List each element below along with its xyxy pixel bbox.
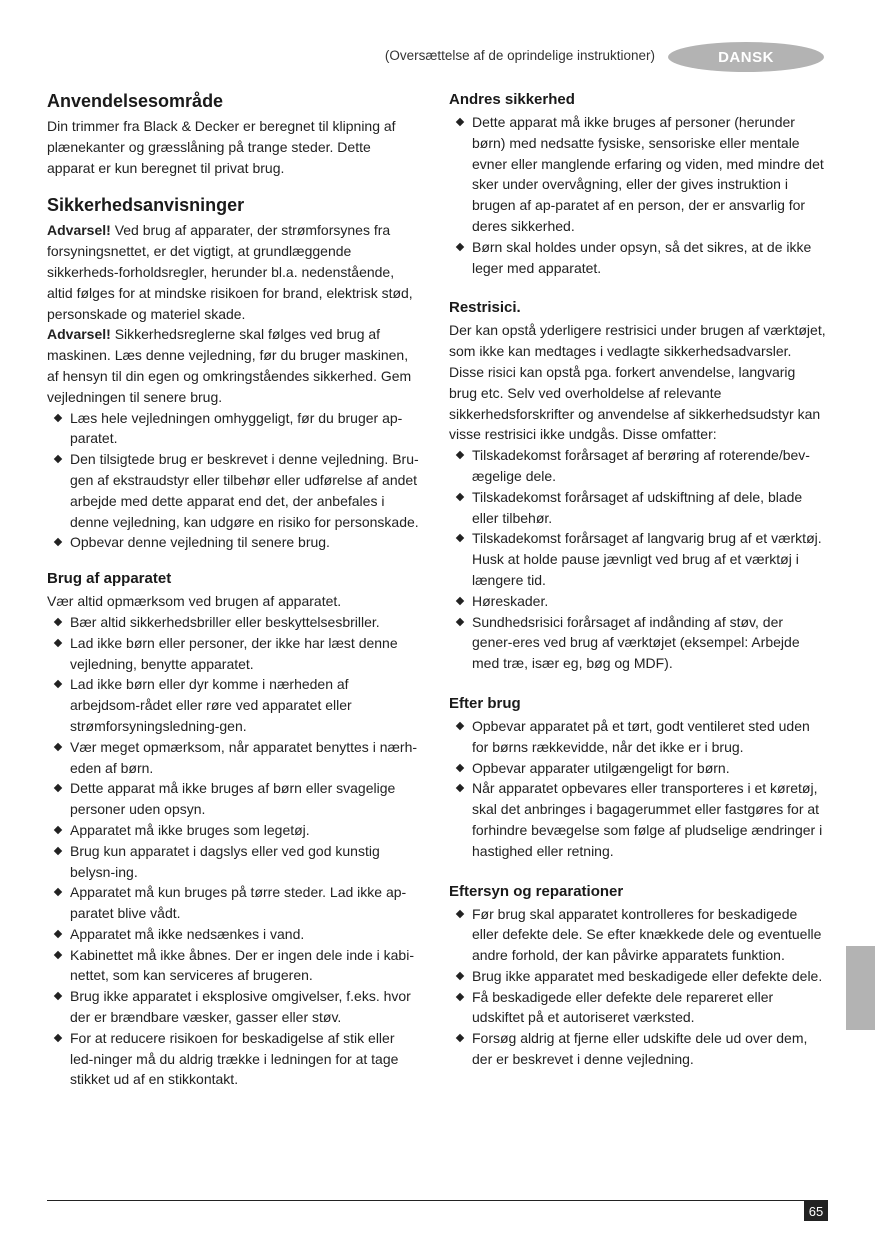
list-item: Apparatet må kun bruges på tørre steder. Lad ikke ap-paratet blive vådt. [47,882,419,924]
list-item: Kabinettet må ikke åbnes. Der er ingen dele inde i kabi-nettet, som kan serviceres af brugeren. [47,945,419,987]
list-item: For at reducere risikoen for beskadigelse af stik eller led-ninger må du aldrig trække i ledningen for at tage stikket ud af en stikkontakt. [47,1028,419,1090]
use-title: Brug af apparatet [47,570,172,588]
safety-list [47,408,419,554]
diamond-bullet-icon [54,1034,62,1042]
list-item: Dette apparat må ikke bruges af personer (herunder børn) med nedsatte fysiske, sensoriske eller mentale evner eller manglende erfaring og viden, med mindre det sker under overvågning, eller der gives instruktion i brugen af ap-paratet af en person, der er ansvarlig for deres sikkerhed. [449,112,827,237]
diamond-bullet-icon [456,534,464,542]
diamond-bullet-icon [54,846,62,854]
diamond-bullet-icon [54,455,62,463]
intended-use-title: Anvendelsesområde [47,91,224,111]
list-item: Når apparatet opbevares eller transporteres i et køretøj, skal det anbringes i bagagerummet eller fastgøres for at forhindre bevægelse som følge af pludselige ændringer i hastighed eller retning. [449,778,827,861]
list-item: Opbevar denne vejledning til senere brug. [47,532,419,553]
diamond-bullet-icon [54,742,62,750]
intended-use-section [47,90,419,178]
list-item: Den tilsigtede brug er beskrevet i denne vejledning. Bru-gen af ekstraudstyr eller tilbehør eller udførelse af andet arbejde med dette apparat end det, der anbefales i denne vejledning, kan udgøre en risiko for personskade. [47,449,419,532]
diamond-bullet-icon [54,413,62,421]
diamond-bullet-icon [456,617,464,625]
after-use-title: Efter brug [449,694,521,712]
warning-text: Sikkerhedsreglerne skal følges ved brug af maskinen. Læs denne vejledning, før du bruger maskinen, af hensyn til din egen og omkringståendes sikkerhed. Gem vejledningen til senere brug. [47,326,412,405]
diamond-bullet-icon [54,992,62,1000]
list-item: Tilskadekomst forårsaget af langvarig brug af et værktøj. Husk at holde pause jævnligt ved brug af et værktøj i længere tid. [449,528,827,590]
list-item: Bær altid sikkerhedsbriller eller beskyttelsesbriller. [47,612,419,633]
diamond-bullet-icon [54,950,62,958]
after-use-section [449,694,827,862]
right-column [449,90,827,1086]
list-item: Før brug skal apparatet kontrolleres for beskadigede eller defekte dele. Se efter knækkede dele og eventuelle andre forhold, der kan påvirke apparatets funktion. [449,904,827,966]
inspection-list [449,904,827,1070]
list-item: Brug ikke apparatet i eksplosive omgivelser, f.eks. hvor der er brændbare væsker, gasser eller støv. [47,986,419,1028]
left-column [47,90,419,1106]
list-item: Tilskadekomst forårsaget af udskiftning af dele, blade eller tilbehør. [449,487,827,529]
list-item: Tilskadekomst forårsaget af berøring af roterende/bev-ægelige dele. [449,445,827,487]
list-item: Børn skal holdes under opsyn, så det sikres, at de ikke leger med apparatet. [449,237,827,279]
list-item: Brug kun apparatet i dagslys eller ved god kunstig belysn-ing. [47,841,419,883]
list-item: Opbevar apparater utilgængeligt for børn. [449,758,827,779]
others-safety-title: Andres sikkerhed [449,91,575,108]
intended-use-text: Din trimmer fra Black & Decker er beregnet til klipning af plænekanter og græsslåning på trange steder. Dette apparat er kun beregnet til privat brug. [47,118,396,176]
residual-risks-list [449,445,827,674]
footer-divider [47,1200,828,1201]
diamond-bullet-icon [456,1034,464,1042]
list-item: Dette apparat må ikke bruges af børn eller svagelige personer uden opsyn. [47,778,419,820]
residual-risks-section [449,298,827,674]
diamond-bullet-icon [456,763,464,771]
diamond-bullet-icon [54,538,62,546]
diamond-bullet-icon [54,680,62,688]
language-tab: DANSK [668,42,824,72]
diamond-bullet-icon [456,118,464,126]
list-item: Lad ikke børn eller personer, der ikke har læst denne vejledning, benytte apparatet. [47,633,419,675]
safety-title: Sikkerhedsanvisninger [47,195,245,216]
use-list [47,612,419,1090]
diamond-bullet-icon [54,826,62,834]
others-safety-list [449,112,827,278]
list-item: Apparatet må ikke nedsænkes i vand. [47,924,419,945]
list-item: Opbevar apparatet på et tørt, godt ventileret sted uden for børns rækkevidde, når det ikke er i brug. [449,716,827,758]
others-safety-section [449,90,827,278]
residual-risks-text: Der kan opstå yderligere restrisici under brugen af værktøjet, som ikke kan medtages i vedlagte sikkerhedsadvarsler. Disse risici kan opstå pga. forkert anvendelse, langvarig brug etc. Selv ved overholdelse af relevante sikkerhedsforskrifter og anvendelse af sikkerhedsudstyr kan visse restrisici ikke undgås. Disse omfatter: [449,322,826,443]
page-number: 65 [804,1201,828,1221]
safety-warning-1 [47,220,419,324]
safety-section [47,194,419,553]
use-intro: Vær altid opmærksom ved brugen af apparatet. [47,593,342,610]
list-item: Apparatet må ikke bruges som legetøj. [47,820,419,841]
diamond-bullet-icon [54,784,62,792]
diamond-bullet-icon [456,243,464,251]
list-item: Sundhedsrisici forårsaget af indånding af støv, der gener-eres ved brug af værktøjet (eksempel: Arbejde med træ, især eg, bøg og MDF). [449,612,827,674]
warning-label: Advarsel! [47,326,111,343]
inspection-section [449,882,827,1070]
translation-note: (Oversættelse af de oprindelige instruktioner) [384,48,655,63]
diamond-bullet-icon [456,992,464,1000]
list-item: Høreskader. [449,591,827,612]
list-item: Forsøg aldrig at fjerne eller udskifte dele ud over dem, der er beskrevet i denne vejledning. [449,1028,827,1070]
safety-warning-2 [47,324,419,407]
list-item: Vær meget opmærksom, når apparatet benyttes i nærh-eden af børn. [47,737,419,779]
side-thumb-tab [846,946,875,1030]
warning-label: Advarsel! [47,222,111,239]
diamond-bullet-icon [54,618,62,626]
warning-text: Ved brug af apparater, der strømforsynes fra forsyningsnettet, er det vigtigt, at grundlæggende sikkerheds-forholdsregler, herunder bl.a. nedenstående, altid følges for at mindske risikoen for brand, elektrisk stød, personskade og materiel skade. [47,222,413,322]
diamond-bullet-icon [456,722,464,730]
list-item: Læs hele vejledningen omhyggeligt, før du bruger ap-paratet. [47,408,419,450]
use-section [47,569,419,1090]
list-item: Få beskadigede eller defekte dele repareret eller udskiftet på et autoriseret værksted. [449,987,827,1029]
list-item: Lad ikke børn eller dyr komme i nærheden af arbejdsom-rådet eller røre ved apparatet eller strømforsyningsledning-gen. [47,674,419,736]
residual-risks-title: Restrisici. [449,299,521,317]
diamond-bullet-icon [54,888,62,896]
diamond-bullet-icon [456,909,464,917]
diamond-bullet-icon [456,784,464,792]
diamond-bullet-icon [456,451,464,459]
after-use-list [449,716,827,862]
diamond-bullet-icon [54,930,62,938]
diamond-bullet-icon [456,596,464,604]
inspection-title: Eftersyn og reparationer [449,882,624,900]
diamond-bullet-icon [54,638,62,646]
diamond-bullet-icon [456,972,464,980]
list-item: Brug ikke apparatet med beskadigede eller defekte dele. [449,966,827,987]
diamond-bullet-icon [456,493,464,501]
